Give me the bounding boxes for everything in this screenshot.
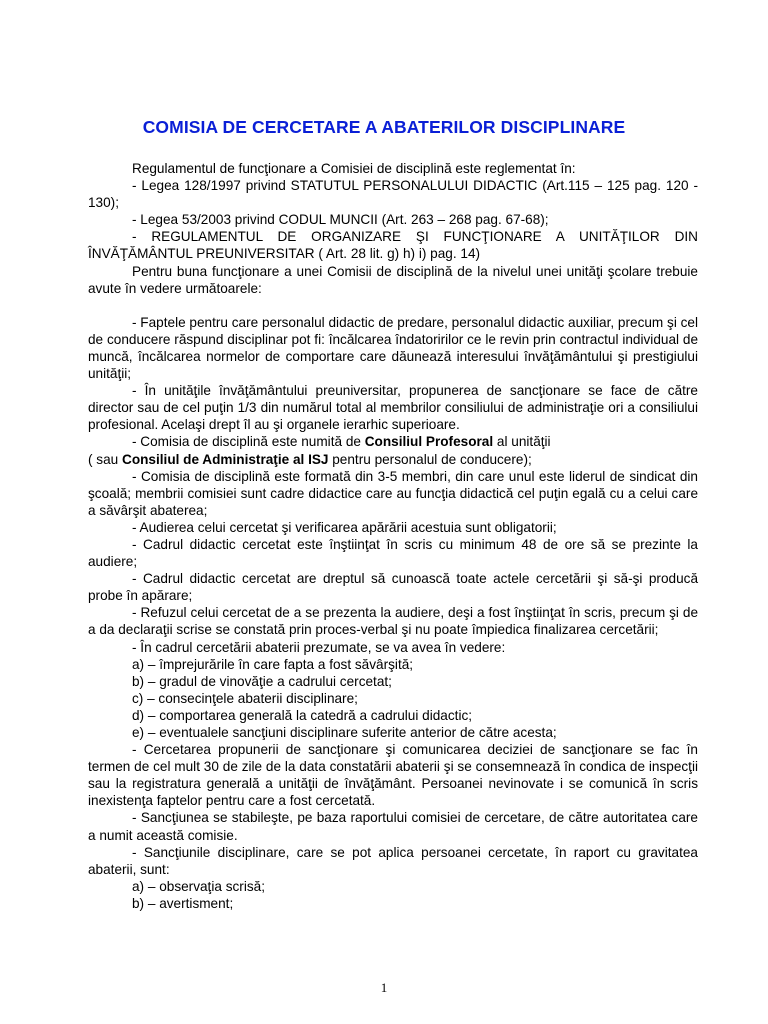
page-number: 1: [380, 980, 388, 995]
text-run: - Comisia de disciplină este numită de: [132, 434, 365, 450]
paragraph: - Legea 53/2003 privind CODUL MUNCII (Art. 263 – 268 pag. 67-68);: [132, 212, 549, 228]
list-item: b) – gradul de vinovăţie a cadrului cercetat;: [132, 673, 392, 689]
document-title: COMISIA DE CERCETARE A ABATERILOR DISCIPLINARE: [142, 117, 626, 137]
paragraph: - În unităţile învăţământului preuniversitar, propunerea de sancţionare se face de către director sau de cel puţin 1/3 din numărul total al membrilor consiliului de administraţie ori a consiliului profesional. Acelaşi drept îl au şi organele ierarhic superioare.: [88, 383, 698, 433]
text-run: al unităţii: [493, 434, 551, 450]
paragraph: - Cercetarea propunerii de sancţionare şi comunicarea deciziei de sancţionare se fac în termen de cel mult 30 de zile de la data constatării abaterii şi se consemnează în condica de inspecţii sau la registratura generală a unităţii de învăţământ. Persoanei nevinovate i se comunică în scris inexistenţa faptelor pentru care a fost cercetată.: [88, 742, 698, 809]
text-run: pentru personalul de conducere);: [328, 451, 532, 467]
list-item: d) – comportarea generală la catedră a cadrului didactic;: [132, 707, 473, 723]
list-item: e) – eventualele sancţiuni disciplinare suferite anterior de către acesta;: [132, 725, 557, 740]
paragraph: - Faptele pentru care personalul didactic de predare, personalul didactic auxiliar, precum şi cel de conducere răspund disciplinar pot fi: încălcarea îndatoririlor ce le revin prin contractul individual de muncă, încălcarea normelor de comportare care dăunează interesului învăţământului şi prestigiului unităţii;: [88, 314, 698, 382]
paragraph: [88, 433, 698, 450]
list-item: c) – consecinţele abaterii disciplinare;: [132, 690, 358, 706]
paragraph: - Sancţiunea se stabileşte, pe baza raportului comisiei de cercetare, de către autoritatea care a numit această comisie.: [88, 810, 698, 843]
paragraph: - Comisia de disciplină este formată din 3-5 membri, din care unul este liderul de sindicat din şcoală; membrii comisiei sunt cadre didactice care au funcţia didactică cel puţin egală cu a celui care a săvârşit abaterea;: [88, 468, 698, 518]
paragraph: [88, 451, 698, 468]
paragraph: - Audierea celui cercetat şi verificarea apărării acestuia sunt obligatorii;: [132, 519, 557, 535]
paragraph: - Cadrul didactic cercetat are dreptul să cunoască toate actele cercetării şi să-şi producă probe în apărare;: [88, 571, 698, 604]
list-item: b) – avertisment;: [132, 895, 234, 911]
paragraph: - Cadrul didactic cercetat este înştiinţat în scris cu minimum 48 de ore să se prezinte la audiere;: [88, 536, 698, 570]
paragraph: - Legea 128/1997 privind STATUTUL PERSONALULUI DIDACTIC (Art.115 – 125 pag. 120 - 130);: [88, 178, 698, 211]
bold-text: Consiliul de Administraţie al ISJ: [122, 451, 329, 467]
list-item: a) – observaţia scrisă;: [132, 878, 265, 894]
paragraph: - Refuzul celui cercetat de a se prezenta la audiere, deşi a fost înştiinţat în scris, precum şi de a da declaraţii scrise se constată prin proces-verbal şi nu poate împiedica finalizarea cercetării;: [88, 605, 698, 638]
paragraph: - În cadrul cercetării abaterii prezumate, se va avea în vedere:: [132, 639, 506, 655]
paragraph: Regulamentul de funcţionare a Comisiei de disciplină este reglementat în:: [132, 161, 576, 176]
bold-text: Consiliul Profesoral: [364, 434, 494, 450]
document-body: [88, 160, 698, 912]
paragraph-gap: [88, 297, 698, 314]
text-run: ( sau: [88, 451, 122, 467]
paragraph: - Sancţiunile disciplinare, care se pot aplica persoanei cercetate, în raport cu gravitatea abaterii, sunt:: [88, 844, 698, 877]
list-item: a) – împrejurările în care fapta a fost săvârşită;: [132, 656, 414, 672]
paragraph: - REGULAMENTUL DE ORGANIZARE ŞI FUNCŢIONARE A UNITĂŢILOR DIN ÎNVĂŢĂMÂNTUL PREUNIVERSITAR ( Art. 28 lit. g) h) i) pag. 14): [88, 229, 698, 262]
paragraph: Pentru buna funcţionare a unei Comisii de disciplină de la nivelul unei unităţi şcolare trebuie avute în vedere următoarele:: [88, 263, 698, 296]
